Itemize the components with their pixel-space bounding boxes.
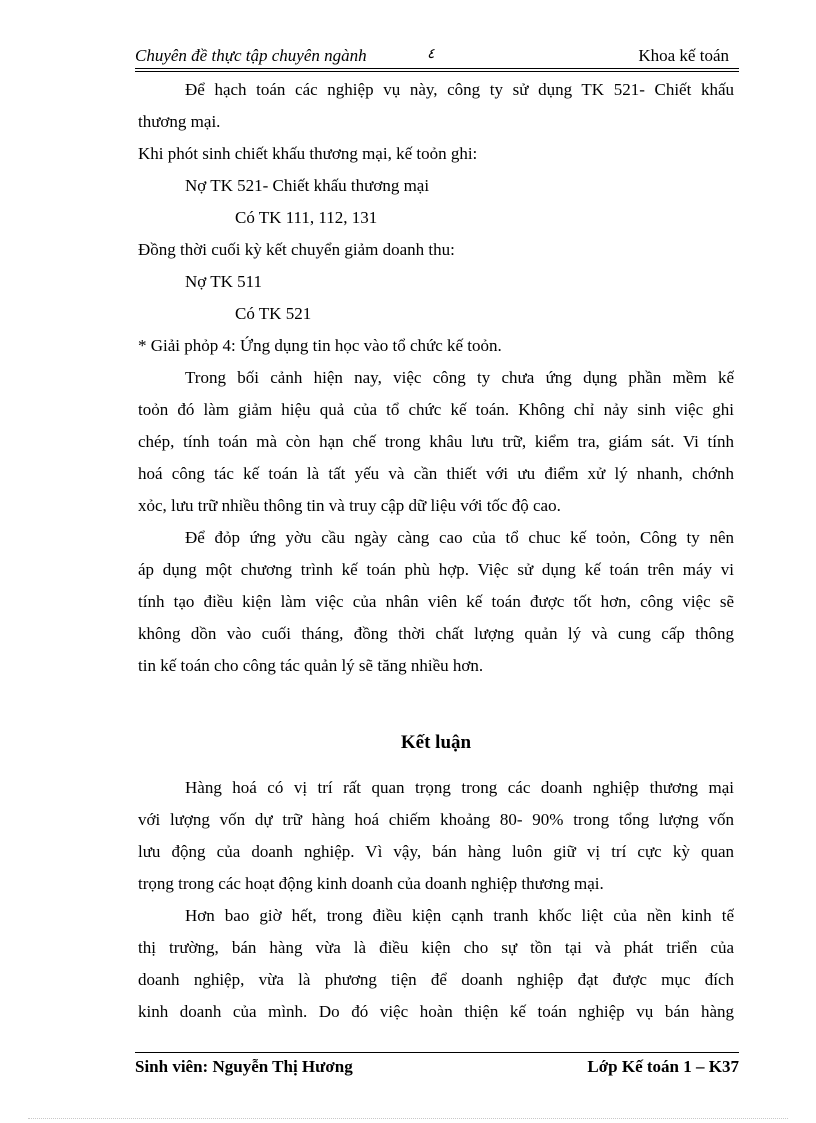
paragraph-line: Đồng thời cuối kỳ kết chuyển giảm doanh thu: — [138, 240, 455, 259]
entry-credit: Có TK 111, 112, 131 — [235, 208, 378, 227]
paragraph-line: thương mại. — [138, 112, 221, 131]
paragraph-line: không dồn vào cuối tháng, đồng thời chất lượng quản lý và cung cấp thông — [138, 624, 734, 643]
paragraph-line: áp dụng một chương trình kế toán phù hợp. Việc sử dụng kế toán trên máy vi — [138, 560, 734, 579]
paragraph-line: Để đỏp ứng yờu cầu ngày càng cao của tổ chuc kế toỏn, Công ty nên — [185, 528, 734, 547]
header-title: Chuyên đề thực tập chuyên ngành — [135, 46, 367, 65]
section-heading: Kết luận — [400, 732, 472, 753]
footer-class: Lớp Kế toán 1 – K37 — [587, 1057, 739, 1076]
paragraph-line: kinh doanh của mình. Do đó việc hoàn thiện kế toán nghiệp vụ bán hàng — [138, 1002, 734, 1021]
header-mark: ٤ — [427, 47, 435, 62]
solution-heading: * Giải phỏp 4: Ứng dụng tin học vào tổ chức kế toỏn. — [138, 336, 502, 355]
header-rule-thin — [135, 71, 739, 72]
paragraph-line: hoá công tác kế toán là tất yếu và cần thiết với ưu điểm xử lý nhanh, chớnh — [138, 464, 734, 483]
paragraph-line: chép, tính toán mà còn hạn chế trong khâu lưu trữ, kiểm tra, giám sát. Vi tính — [138, 432, 734, 451]
paragraph-line: tính tạo điều kiện làm việc của nhân viên kế toán được tốt hơn, công việc sẽ — [138, 592, 734, 611]
document-body — [138, 74, 734, 1028]
paragraph-line: doanh nghiệp, vừa là phương tiện để doanh nghiệp đạt được mục đích — [138, 970, 734, 989]
paragraph-line: Để hạch toán các nghiệp vụ này, công ty sử dụng TK 521- Chiết khấu — [185, 80, 734, 99]
entry-credit: Có TK 521 — [235, 304, 312, 323]
spacer — [138, 682, 734, 714]
paragraph-line: Khi phót sinh chiết khấu thương mại, kế toỏn ghi: — [138, 144, 478, 163]
header-department: Khoa kế toán — [638, 46, 729, 65]
footer-student: Sinh viên: Nguyễn Thị Hương — [135, 1057, 353, 1076]
footer-rule — [135, 1052, 739, 1053]
page-edge-line — [28, 1118, 788, 1119]
paragraph-line: tin kế toán cho công tác quản lý sẽ tăng nhiều hơn. — [138, 656, 484, 675]
paragraph-line: toỏn đó làm giảm hiệu quả của tổ chức kế toán. Không chỉ nảy sinh việc ghi — [138, 400, 734, 419]
paragraph-line: với lượng vốn dự trữ hàng hoá chiếm khoảng 80- 90% trong tổng lượng vốn — [138, 810, 734, 829]
paragraph-line: lưu động của doanh nghiệp. Vì vậy, bán hàng luôn giữ vị trí cực kỳ quan — [138, 842, 734, 861]
paragraph-line: thị trường, bán hàng vừa là điều kiện cho sự tồn tại và phát triển của — [138, 938, 734, 957]
paragraph-line: Hàng hoá có vị trí rất quan trọng trong các doanh nghiệp thương mại — [185, 778, 734, 797]
paragraph-line: xỏc, lưu trữ nhiều thông tin và truy cập dữ liệu với tốc độ cao. — [138, 496, 561, 515]
paragraph-line: trọng trong các hoạt động kinh doanh của doanh nghiệp thương mại. — [138, 874, 604, 893]
header-rule — [135, 68, 739, 69]
paragraph-line: Trong bối cảnh hiện nay, việc công ty chưa ứng dụng phần mềm kế — [185, 368, 734, 387]
paragraph-line: Hơn bao giờ hết, trong điều kiện cạnh tranh khốc liệt của nền kinh tế — [185, 906, 734, 925]
page-header — [135, 46, 739, 68]
entry-debit: Nợ TK 521- Chiết khấu thương mại — [185, 176, 430, 195]
page-footer — [135, 1057, 739, 1079]
entry-debit: Nợ TK 511 — [185, 272, 262, 291]
